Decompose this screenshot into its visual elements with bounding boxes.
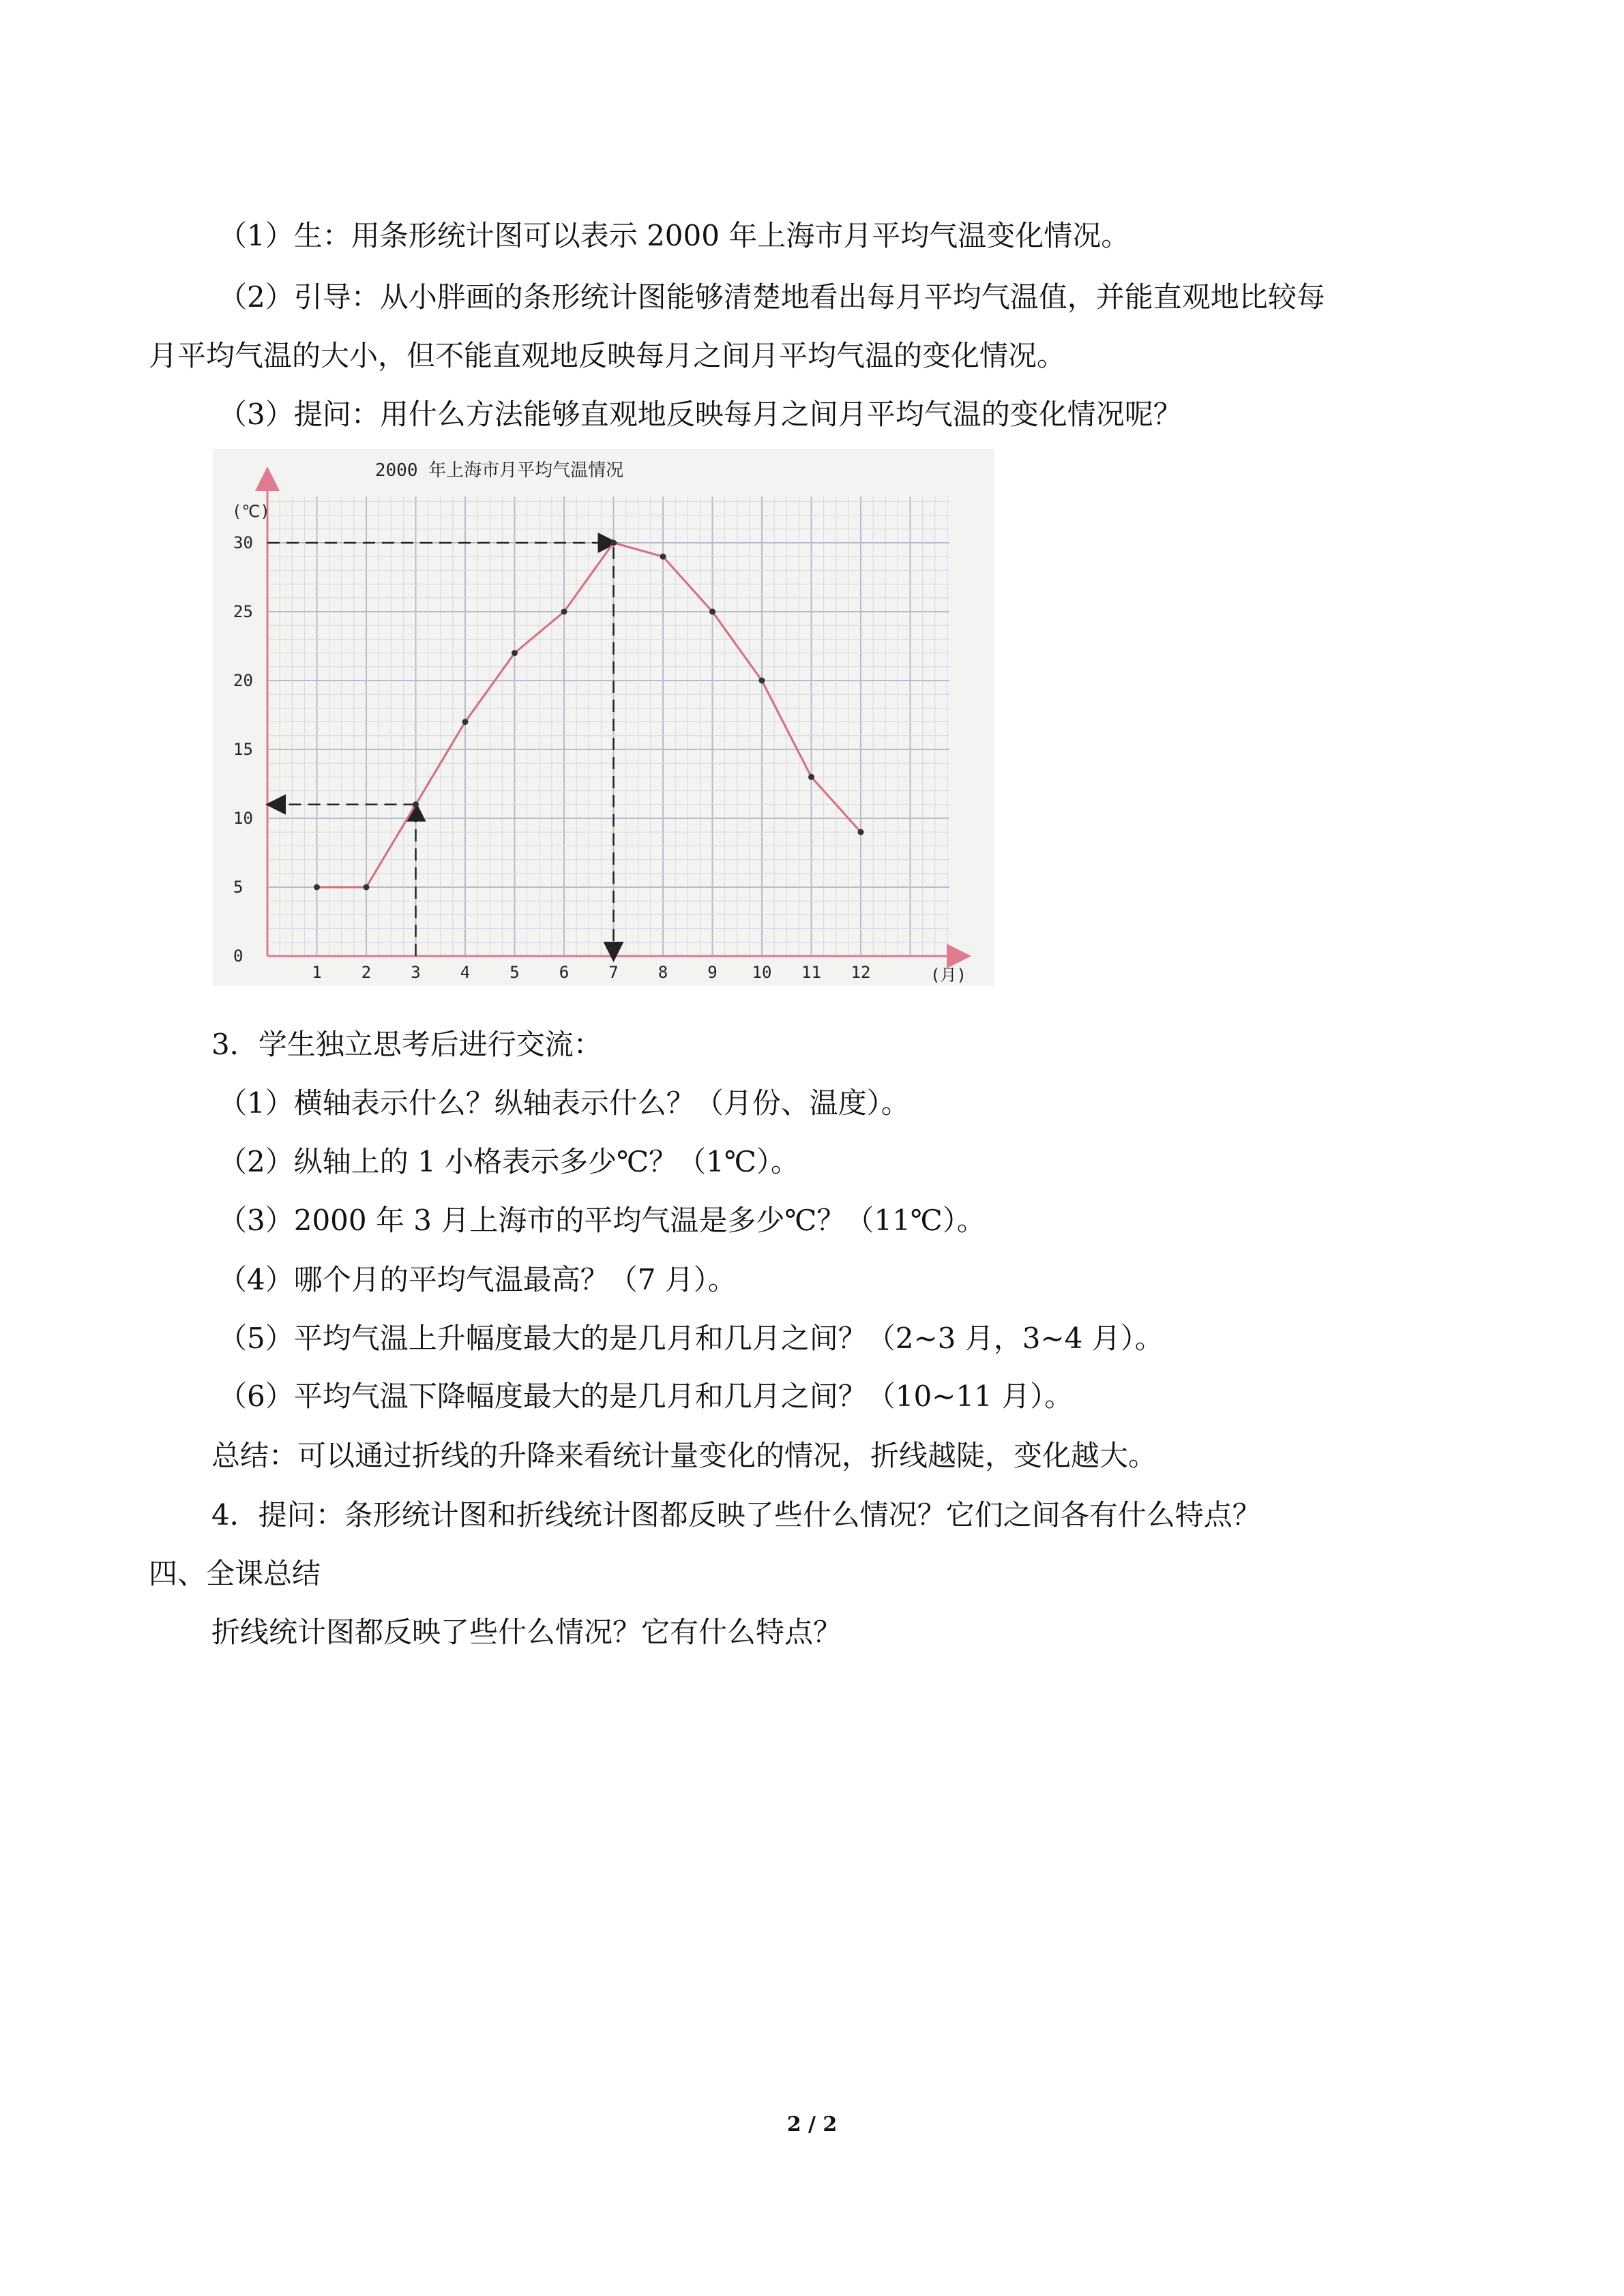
paragraph-2a: （2）引导：从小胖画的条形统计图能够清楚地看出每月平均气温值，并能直观地比较每 (218, 280, 1325, 314)
data-point (709, 609, 715, 615)
y-tick-label: 20 (233, 671, 253, 690)
summary: 总结：可以通过折线的升降来看统计量变化的情况，折线越陡，变化越大。 (211, 1439, 1157, 1472)
paragraph-2b: 月平均气温的大小，但不能直观地反映每月之间月平均气温的变化情况。 (149, 339, 1066, 372)
question-1: （1）横轴表示什么？纵轴表示什么？（月份、温度）。 (218, 1086, 910, 1120)
data-point (462, 719, 469, 725)
x-tick-label: 10 (752, 963, 772, 982)
question-4: （4）哪个月的平均气温最高？（7 月）。 (218, 1263, 737, 1296)
x-tick-label: 6 (559, 963, 570, 982)
x-tick-label: 7 (608, 963, 619, 982)
data-point (660, 554, 666, 560)
x-tick-label: 8 (658, 963, 668, 982)
x-tick-label: 2 (361, 963, 372, 982)
data-point (610, 540, 617, 546)
y-axis-unit: (℃) (232, 502, 270, 521)
data-point (561, 609, 567, 615)
data-point (759, 678, 765, 684)
y-tick-label: 30 (233, 533, 253, 552)
x-tick-label: 3 (411, 963, 421, 982)
y-tick-label: 15 (233, 740, 253, 759)
paragraph-3: （3）提问：用什么方法能够直观地反映每月之间月平均气温的变化情况呢？ (218, 398, 1182, 431)
y-tick-label: 5 (233, 878, 243, 897)
page-number: 2 / 2 (786, 2113, 838, 2136)
exchange-heading: 3．学生独立思考后进行交流： (211, 1028, 602, 1061)
question-next: 4．提问：条形统计图和折线统计图都反映了些什么情况？它们之间各有什么特点？ (211, 1498, 1261, 1532)
question-3: （3）2000 年 3 月上海市的平均气温是多少℃？（11℃）。 (218, 1204, 986, 1237)
question-6: （6）平均气温下降幅度最大的是几月和几月之间？（10~11 月）。 (218, 1380, 1074, 1413)
x-axis-unit: (月) (930, 966, 966, 985)
data-point (314, 884, 320, 891)
y-tick-label: 25 (233, 602, 253, 621)
temperature-line-chart (213, 449, 994, 986)
data-point (364, 884, 370, 891)
paragraph-1: （1）生：用条形统计图可以表示 2000 年上海市月平均气温变化情况。 (218, 219, 1130, 252)
data-point (512, 650, 518, 656)
x-tick-label: 5 (510, 963, 520, 982)
y-tick-label: 10 (233, 809, 253, 828)
question-2: （2）纵轴上的 1 小格表示多少℃？（1℃）。 (218, 1145, 799, 1178)
closing-text: 折线统计图都反映了些什么情况？它有什么特点？ (211, 1615, 842, 1649)
data-point (808, 774, 814, 780)
data-point (858, 829, 864, 835)
x-tick-label: 9 (707, 963, 718, 982)
x-tick-label: 11 (801, 963, 821, 982)
x-tick-label: 12 (851, 963, 871, 982)
y-tick-label: 0 (233, 946, 243, 966)
closing-heading: 四、全课总结 (149, 1557, 321, 1590)
x-tick-label: 1 (312, 963, 322, 982)
chart-title: 2000 年上海市月平均气温情况 (374, 460, 624, 481)
data-point (413, 801, 419, 807)
question-5: （5）平均气温上升幅度最大的是几月和几月之间？（2~3 月，3~4 月）。 (218, 1322, 1164, 1355)
x-tick-label: 4 (460, 963, 471, 982)
